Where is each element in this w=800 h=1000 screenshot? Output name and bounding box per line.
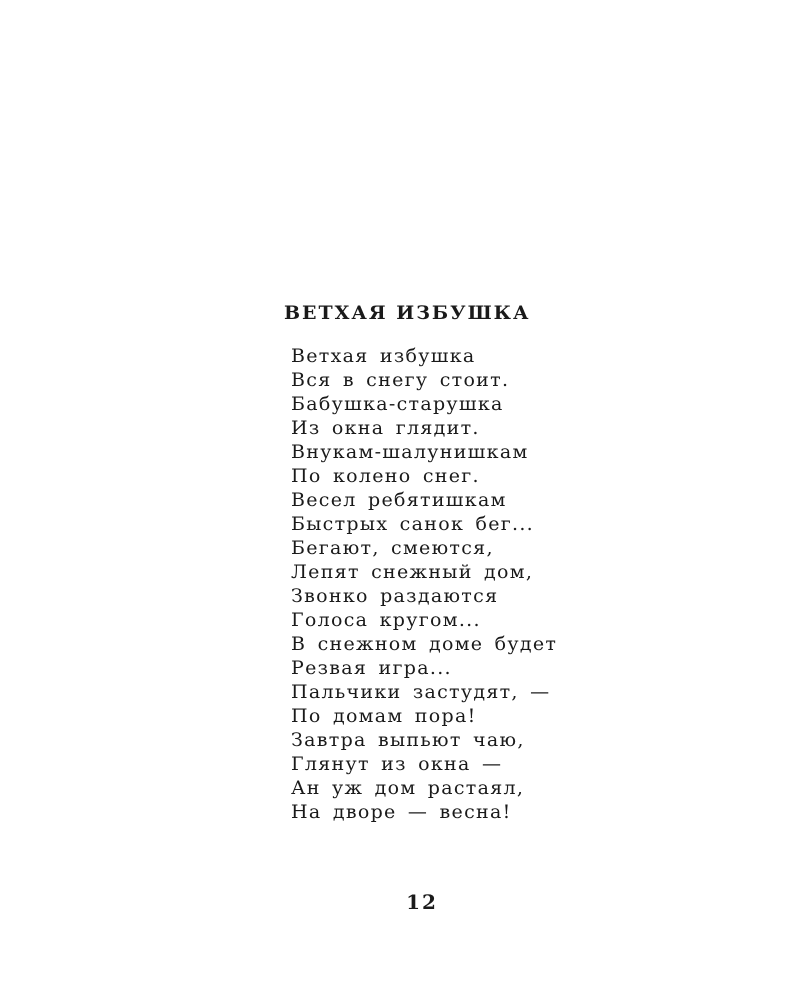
page-number: 12 [406,890,438,914]
poem-line: Весел ребятишкам [291,489,507,511]
poem-line: Вся в снегу стоит. [291,369,510,391]
poem-line: Быстрых санок бег... [291,513,535,535]
poem-line: Лепят снежный дом, [291,561,534,583]
poem-line: Пальчики застудят, — [291,681,551,703]
poem-line: Завтра выпьют чаю, [291,729,525,751]
poem-line: Голоса кругом... [291,609,481,631]
poem-body [291,344,557,824]
poem-line: По домам пора! [291,705,477,727]
poem-line: Внукам-шалунишкам [291,441,529,463]
poem-line: В снежном доме будет [291,633,558,655]
poem-line: На дворе — весна! [291,801,512,823]
poem-title: ВЕТХАЯ ИЗБУШКА [284,302,531,324]
poem-line: Резвая игра... [291,657,452,679]
poem-line: Звонко раздаются [291,585,499,607]
poem-line: Ветхая избушка [291,345,476,367]
poem-line: По колено снег. [291,465,480,487]
poem-line: Ан уж дом растаял, [291,777,525,799]
poem-line: Глянут из окна — [291,753,503,775]
poem-line: Бабушка-старушка [291,393,504,415]
poem-line: Из окна глядит. [291,417,480,439]
poem-line: Бегают, смеются, [291,537,494,559]
